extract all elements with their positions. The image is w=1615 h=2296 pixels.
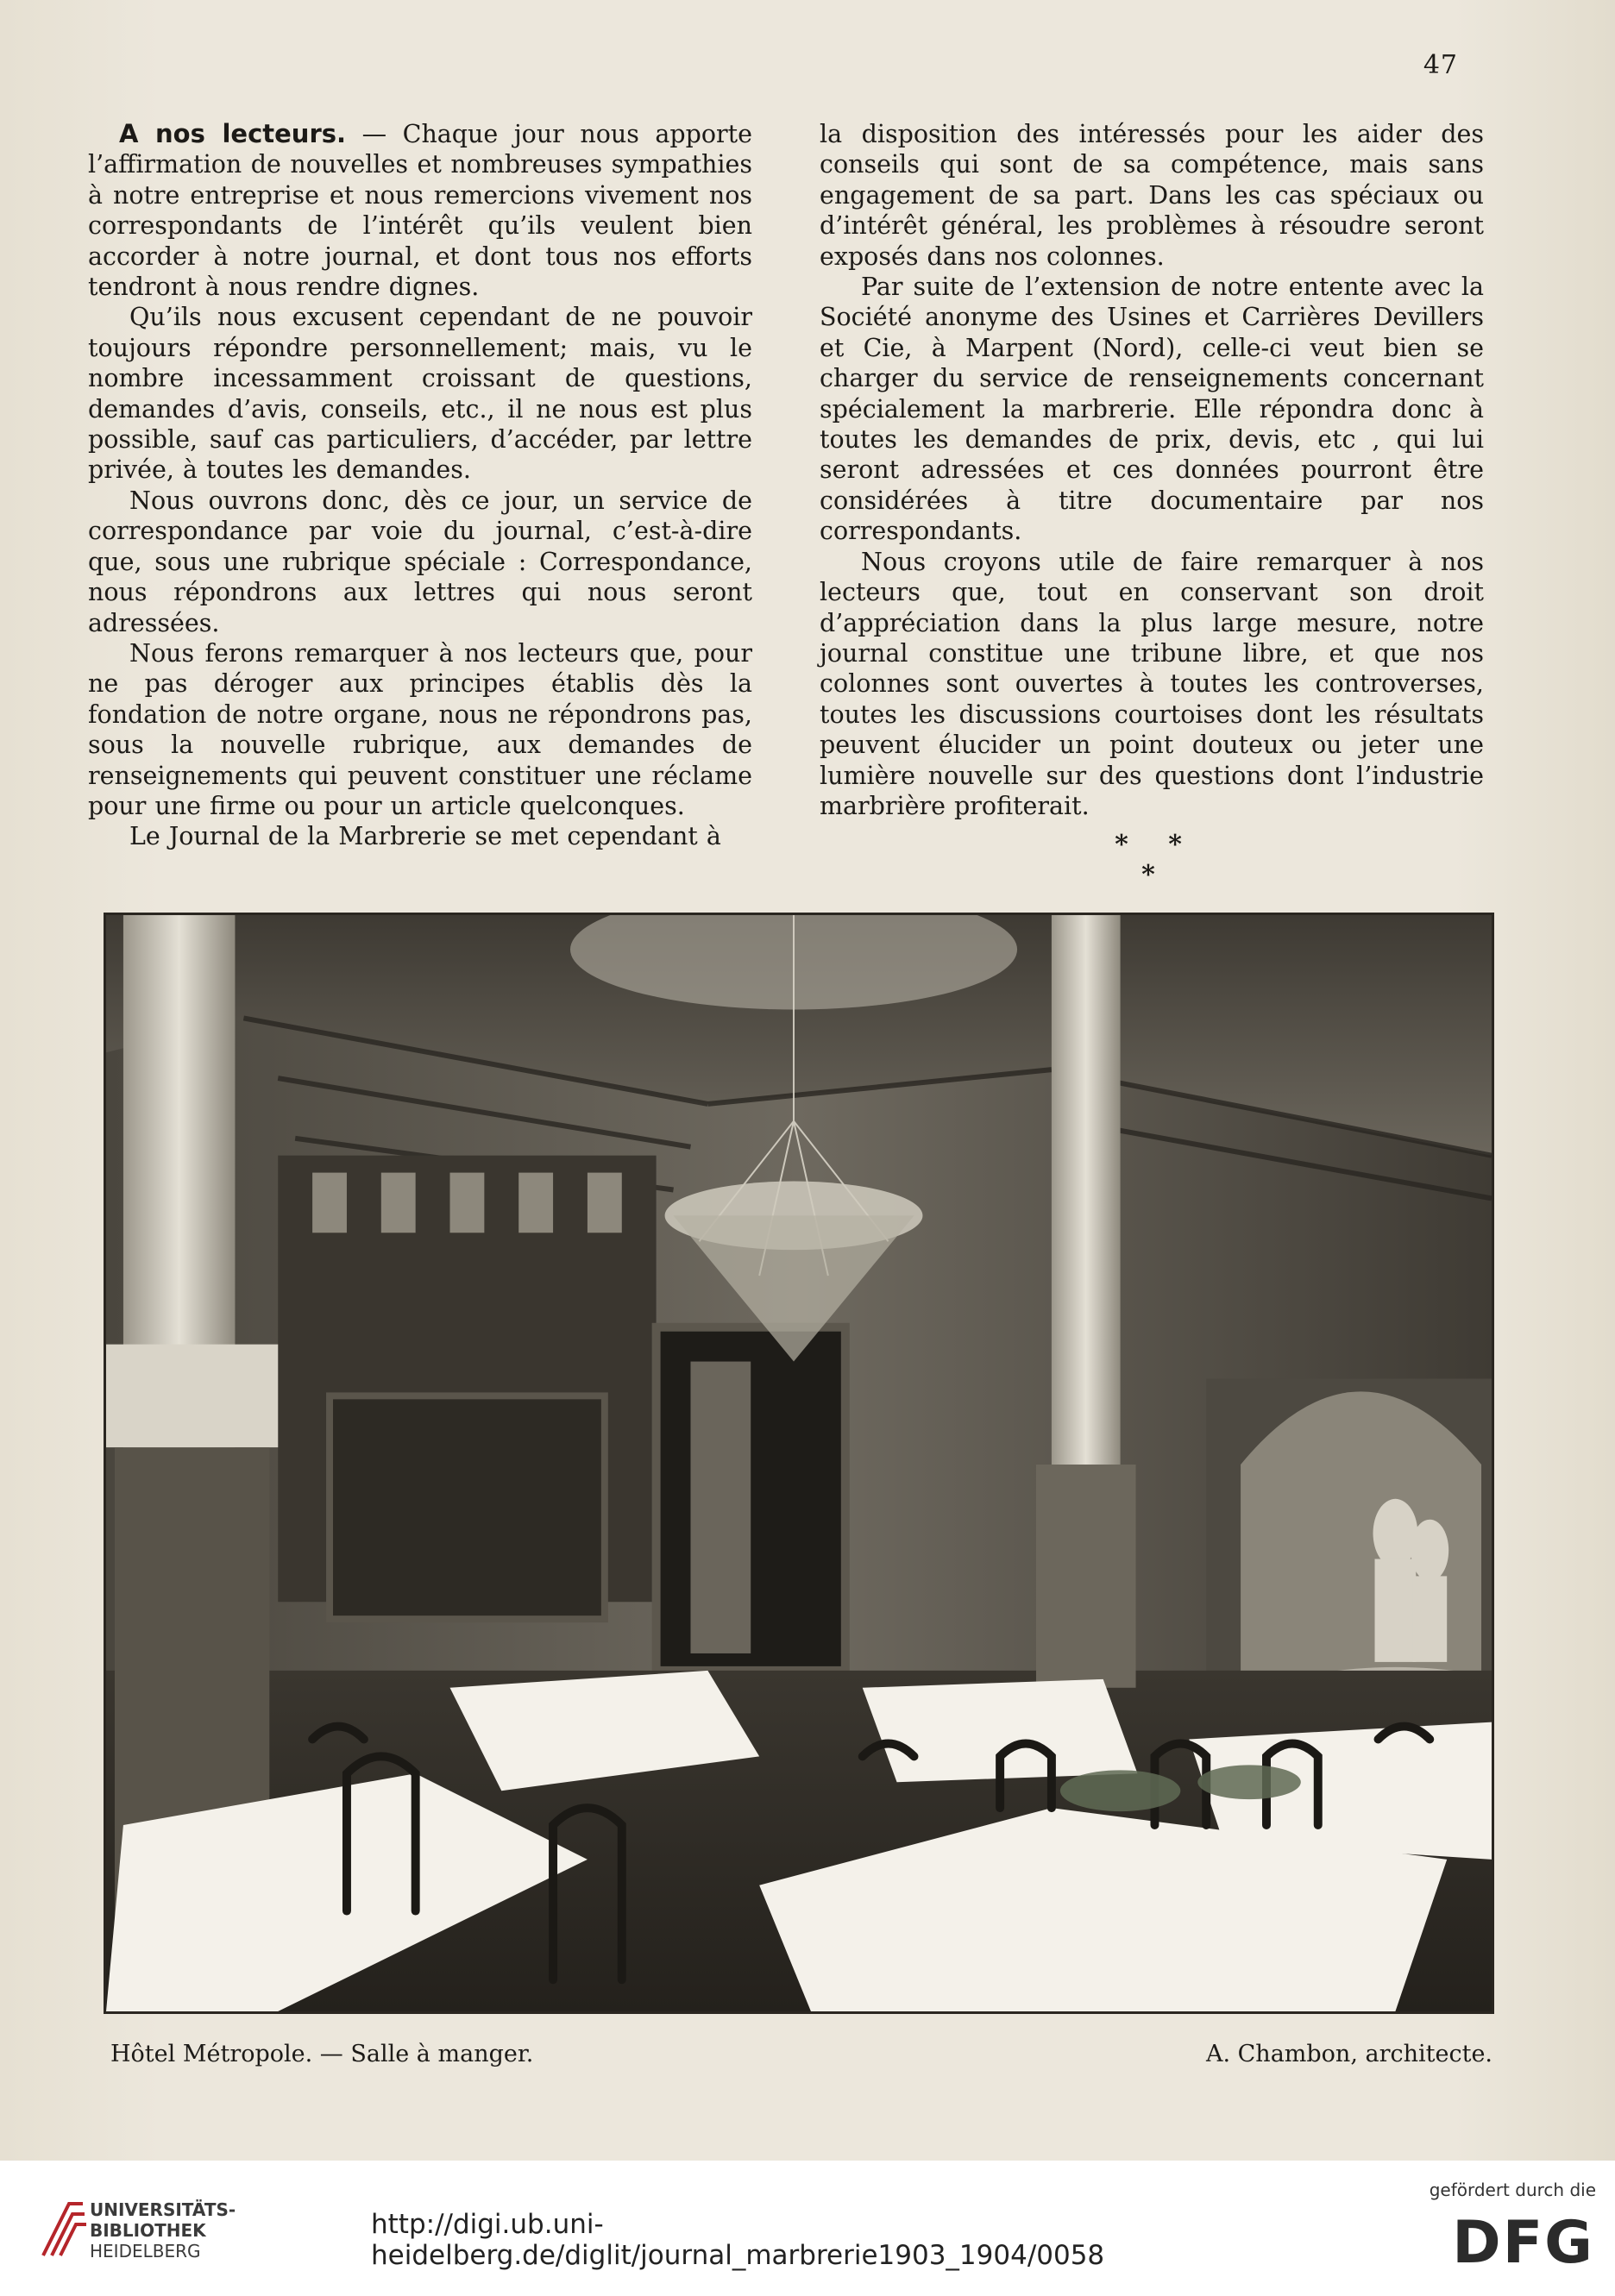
dfg-logo: DFG [1452, 2209, 1594, 2277]
left-column [88, 119, 752, 852]
section-separator: * * * [1115, 830, 1197, 890]
paragraph-text: — Chaque jour nous apporte l’affirmation de nouvelles et nombreuses sympathies à notre entreprise et nous remercions vivement nos correspondants de l’intérêt qu’ils veulent bien accorder à notre journal, et dont tous nos efforts tendront à nous rendre dignes. [88, 120, 752, 302]
library-name [90, 2199, 236, 2261]
photo-caption: Hôtel Métropole. — Salle à manger. [110, 2041, 534, 2067]
paragraph: Nous croyons utile de faire remarquer à nos lecteurs que, tout en conservant son droit d’appréciation dans la plus large mesure, notre journal constitue une tribune libre, et que nos colonnes sont ouvertes à toutes les controverses, toutes les discussions courtoises dont les résultats peuvent élucider un point douteux ou jeter une lumière nouvelle sur des questions dont l’industrie marbrière profiterait. [820, 547, 1484, 820]
library-name-line: BIBLIOTHEK [90, 2220, 206, 2241]
photo-credit: A. Chambon, architecte. [1205, 2041, 1492, 2067]
digitization-footer [0, 2161, 1615, 2296]
library-name-line: HEIDELBERG [90, 2241, 201, 2261]
article-heading: A nos lecteurs. [119, 119, 347, 148]
paragraph: Le Journal de la Marbrerie se met cependant à [129, 822, 721, 851]
paragraph: Nous ferons remarquer à nos lecteurs que, pour ne pas déroger aux principes établis dès la fondation de notre organe, nous ne répondrons pas, sous la nouvelle rubrique, aux demandes de renseignements qui peuvent constituer une réclame pour une firme ou pour un article quelconques. [88, 638, 752, 820]
photo-illustration [106, 915, 1492, 2011]
paragraph: Nous ouvrons donc, dès ce jour, un service de correspondance par voie du journal, c’est-à-dire que, sous une rubrique spéciale : Correspondance, nous répondrons aux lettres qui nous seront adressées. [88, 486, 752, 637]
source-url-link[interactable]: http://digi.ub.uni-heidelberg.de/diglit/journal_marbrerie1903_1904/0058 [371, 2209, 1105, 2271]
right-column [820, 119, 1484, 821]
paragraph: Qu’ils nous excusent cependant de ne pouvoir toujours répondre personnellement; mais, vu le nombre incessamment croissant de questions, demandes d’avis, conseils, etc., il ne nous est plus possible, sauf cas particuliers, d’accéder, par lettre privée, à toutes les demandes. [88, 303, 752, 485]
paragraph: Par suite de l’extension de notre entente avec la Société anonyme des Usines et Carrières Devillers et Cie, à Marpent (Nord), celle-ci veut bien se charger du service de renseignements concernant spécialement la marbrerie. Elle répondra donc à toutes les demandes de prix, devis, etc , qui lui seront adressées et ces données pourront être considérées à titre documentaire par nos correspondants. [820, 273, 1484, 546]
page-number: 47 [1423, 50, 1458, 80]
paragraph: la disposition des intéressés pour les aider des conseils qui sont de sa compétence, mais sans engagement de sa part. Dans les cas spéciaux ou d’intérêt général, les problèmes à résoudre seront exposés dans nos colonnes. [820, 120, 1484, 271]
library-name-line: UNIVERSITÄTS- [90, 2199, 236, 2220]
funding-label: gefördert durch die [1429, 2180, 1596, 2200]
paragraph-intro [88, 119, 752, 302]
dining-room-photograph [104, 913, 1494, 2014]
